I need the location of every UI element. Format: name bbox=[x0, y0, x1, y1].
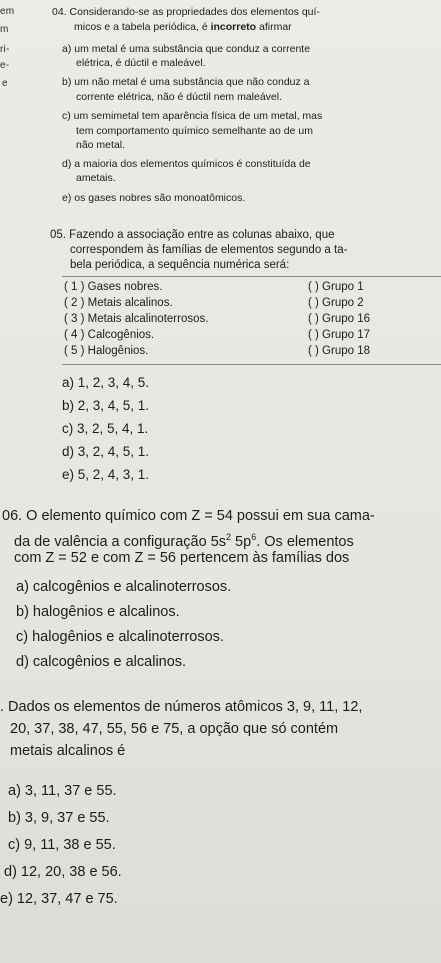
question-stem-line: 06. O elemento químico com Z = 54 possui em sua cama- bbox=[2, 508, 375, 524]
option-a-line2: elétrica, é dúctil e maleável. bbox=[76, 57, 206, 69]
question-stem-line: correspondem às famílias de elementos segundo a ta- bbox=[70, 244, 348, 256]
left-column-item: ( 3 ) Metais alcalinoterrosos. bbox=[64, 313, 209, 325]
option-d: d) calcogênios e alcalinos. bbox=[16, 654, 187, 670]
left-column-item: ( 4 ) Calcogênios. bbox=[64, 329, 155, 341]
option-a: a) 3, 11, 37 e 55. bbox=[8, 783, 117, 799]
option-e: e) os gases nobres são monoatômicos. bbox=[62, 192, 246, 204]
left-column-item: ( 2 ) Metais alcalinos. bbox=[64, 297, 173, 309]
option-c: c) 3, 2, 5, 4, 1. bbox=[62, 421, 149, 436]
left-column-item: ( 1 ) Gases nobres. bbox=[64, 281, 163, 293]
table-top-rule bbox=[62, 276, 441, 277]
question-stem-line: da de valência a configuração $5s^2$ $5p^6$. Os elementos bbox=[14, 532, 354, 550]
question-stem-line: micos e a tabela periódica, é incorreto afirmar bbox=[74, 21, 292, 33]
option-c: c) 9, 11, 38 e 55. bbox=[8, 837, 116, 853]
option-b: b) 3, 9, 37 e 55. bbox=[8, 810, 110, 826]
question-stem-line: Considerando-se as propriedades dos elementos quí- bbox=[69, 6, 320, 18]
left-fragment: m bbox=[0, 24, 9, 35]
option-e: e) 12, 37, 47 e 75. bbox=[0, 891, 118, 907]
option-c-line3: não metal. bbox=[76, 139, 126, 151]
left-fragment: em bbox=[0, 6, 15, 17]
question-stem-line: 05. Fazendo a associação entre as colunas abaixo, que bbox=[50, 229, 335, 241]
left-fragment: ri- bbox=[0, 44, 10, 55]
option-d: d) 12, 20, 38 e 56. bbox=[4, 864, 122, 880]
right-column-item: ( ) Grupo 2 bbox=[308, 297, 364, 309]
left-fragment: e- bbox=[0, 60, 10, 71]
question-stem-line: 20, 37, 38, 47, 55, 56 e 75, a opção que só contém bbox=[10, 721, 339, 737]
right-column-item: ( ) Grupo 18 bbox=[308, 345, 370, 357]
option-c: c) um semimetal tem aparência física de um metal, mas bbox=[62, 110, 323, 122]
right-column-item: ( ) Grupo 1 bbox=[308, 281, 364, 293]
option-d-line2: ametais. bbox=[76, 172, 116, 184]
option-b-line2: corrente elétrica, não é dúctil nem maleável. bbox=[76, 91, 283, 103]
option-d: d) 3, 2, 4, 5, 1. bbox=[62, 444, 150, 459]
option-a: a) 1, 2, 3, 4, 5. bbox=[62, 375, 150, 390]
option-b: b) 2, 3, 4, 5, 1. bbox=[62, 398, 150, 413]
question-stem-line: com Z = 52 e com Z = 56 pertencem às famílias dos bbox=[14, 550, 350, 566]
right-column-item: ( ) Grupo 16 bbox=[308, 313, 370, 325]
option-c-line2: tem comportamento químico semelhante ao de um bbox=[76, 125, 313, 137]
question-number: 04. Considerando-se as propriedades dos elementos quí- bbox=[52, 6, 320, 18]
question-stem-line: bela periódica, a sequência numérica será: bbox=[70, 259, 290, 271]
option-d: d) a maioria dos elementos químicos é constituída de bbox=[62, 158, 311, 170]
option-a: a) calcogênios e alcalinoterrosos. bbox=[16, 579, 232, 595]
table-bottom-rule bbox=[62, 364, 441, 365]
option-a: a) um metal é uma substância que conduz a corrente bbox=[62, 43, 311, 55]
option-b: b) um não metal é uma substância que não conduz a bbox=[62, 76, 310, 88]
option-e: e) 5, 2, 4, 3, 1. bbox=[62, 467, 150, 482]
question-stem-line: . Dados os elementos de números atômicos 3, 9, 11, 12, bbox=[0, 699, 363, 715]
question-stem-line: metais alcalinos é bbox=[10, 743, 126, 759]
option-b: b) halogênios e alcalinos. bbox=[16, 604, 180, 620]
right-column-item: ( ) Grupo 17 bbox=[308, 329, 370, 341]
option-c: c) halogênios e alcalinoterrosos. bbox=[16, 629, 224, 645]
emphasis-word: incorreto bbox=[210, 21, 257, 33]
left-fragment: e bbox=[2, 78, 8, 89]
left-column-item: ( 5 ) Halogênios. bbox=[64, 345, 149, 357]
